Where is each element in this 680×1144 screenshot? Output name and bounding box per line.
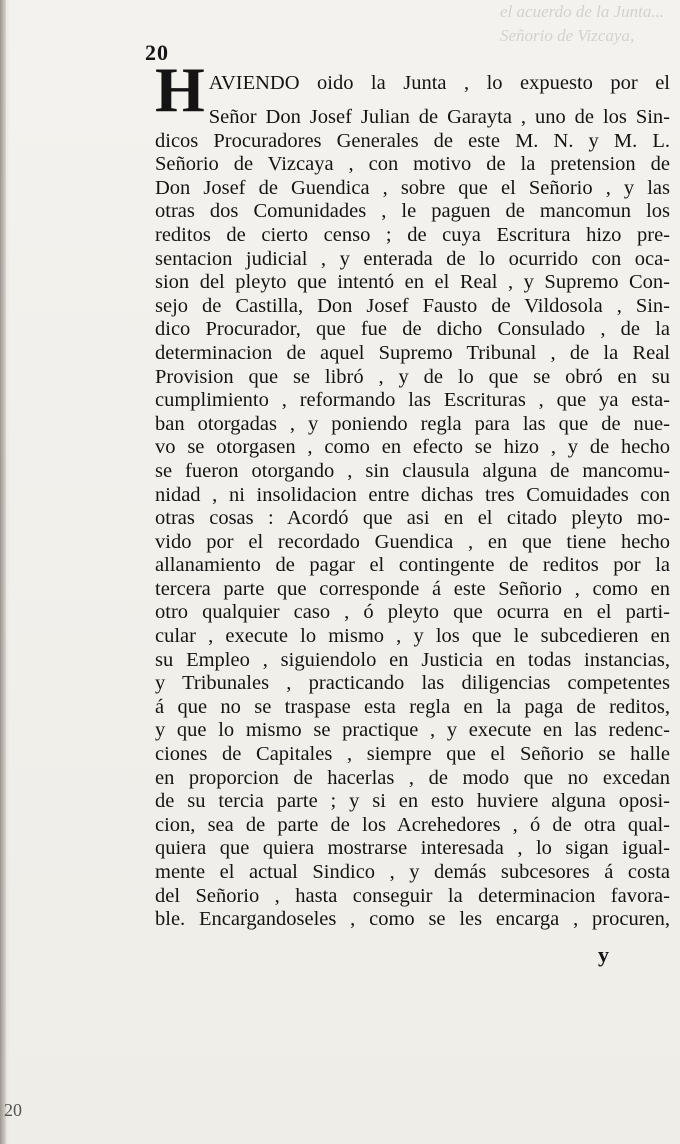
- text-line: cumplimiento , reformando las Escrituras , que ya esta-: [155, 389, 670, 412]
- text-line: sion del pleyto que intentó en el Real , y Supremo Con-: [155, 271, 670, 294]
- text-line: y que lo mismo se practique , y execute en las redenc-: [155, 719, 670, 742]
- bleed-line: el acuerdo de la Junta...: [500, 2, 665, 21]
- page-spine-shadow: [0, 0, 6, 1144]
- text-line: quiera que quiera mostrarse interesada , lo sigan igual-: [155, 837, 670, 860]
- first-line-text: AVIENDO oido la Junta , lo expuesto por el: [208, 72, 670, 94]
- text-line: á que no se traspase esta regla en la paga de reditos,: [155, 695, 670, 718]
- text-line: otras cosas : Acordó que asi en el citado pleyto mo-: [155, 507, 670, 530]
- bottom-page-mark: 20: [4, 1100, 22, 1120]
- text-line: cion, sea de parte de los Acrehedores , ó de otra qual-: [155, 813, 670, 836]
- text-line: del Señorio , hasta conseguir la determinacion favora-: [155, 884, 670, 907]
- text-line: nidad , ni insolidacion entre dichas tres Comuidades con: [155, 483, 670, 506]
- text-line: en proporcion de hacerlas , de modo que no excedan: [155, 766, 670, 789]
- text-line: cular , execute lo mismo , y los que le subcedieren en: [155, 625, 670, 648]
- text-line: otro qualquier caso , ó pleyto que ocurra en el parti-: [155, 601, 670, 624]
- text-line: otras dos Comunidades , le paguen de mancomun los: [155, 200, 670, 223]
- text-line: allanamiento de pagar el contingente de reditos por la: [155, 554, 670, 577]
- drop-cap: H: [155, 54, 205, 125]
- text-line: su Empleo , siguiendolo en Justicia en todas instancias,: [155, 648, 670, 671]
- text-line: dicos Procuradores Generales de este M. N. y M. L.: [155, 129, 670, 152]
- text-line: ble. Encargandoseles , como se les encarga , procuren,: [155, 908, 670, 931]
- text-line: vo se otorgasen , como en efecto se hizo , y de hecho: [155, 436, 670, 459]
- text-line: sejo de Castilla, Don Josef Fausto de Vildosola , Sin-: [155, 294, 670, 317]
- text-line: ban otorgadas , y poniendo regla para las que de nue-: [155, 412, 670, 435]
- body-text: [155, 54, 670, 932]
- text-line: sentacion judicial , y enterada de lo ocurrido con oca-: [155, 247, 670, 270]
- text-line: Don Josef de Guendica , sobre que el Señorio , y las: [155, 176, 670, 199]
- text-line: dico Procurador, que fue de dicho Consulado , de la: [155, 318, 670, 341]
- text-line: Señor Don Josef Julian de Garayta , uno de los Sin-: [208, 106, 670, 128]
- text-line: Provision que se libró , y de lo que se obró en su: [155, 365, 670, 388]
- text-line: y Tribunales , practicando las diligencias competentes: [155, 672, 670, 695]
- text-line: vido por el recordado Guendica , en que tiene hecho: [155, 530, 670, 553]
- text-line: reditos de cierto censo ; de cuya Escritura hizo pre-: [155, 223, 670, 246]
- text-line: de su tercia parte ; y si en esto huviere alguna oposi-: [155, 790, 670, 813]
- text-line: ciones de Capitales , siempre que el Señorio se halle: [155, 743, 670, 766]
- page-number: 20: [145, 40, 169, 65]
- text-line: determinacion de aquel Supremo Tribunal , de la Real: [155, 341, 670, 364]
- text-line: Señorio de Vizcaya , con motivo de la pretension de: [155, 153, 670, 176]
- text-line: se fueron otorgando , sin clausula alguna de mancomu-: [155, 459, 670, 482]
- text-line: mente el actual Sindico , y demás subcesores á costa: [155, 861, 670, 883]
- text-line: tercera parte que corresponde á este Señorio , como en: [155, 577, 670, 600]
- bleed-line: Señorio de Vizcaya,: [500, 26, 635, 45]
- catchword: y: [598, 942, 609, 967]
